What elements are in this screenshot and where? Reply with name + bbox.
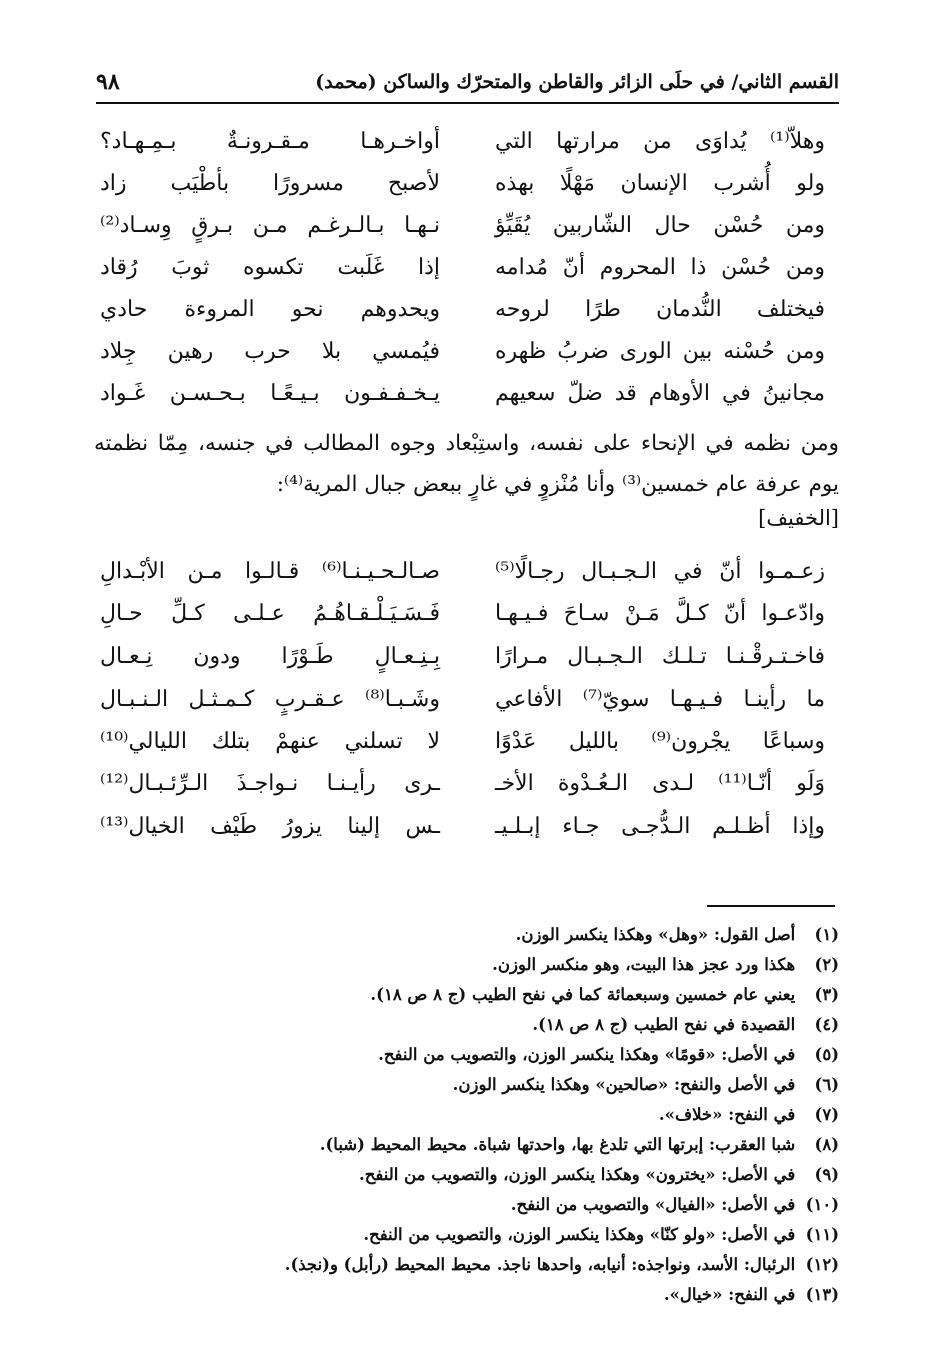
footnote-number: (١) xyxy=(814,925,839,944)
meter-label: [الخفيف] xyxy=(758,506,839,530)
verse-first-hemistich: ومن حُسْن ذا المحروم أنّ مُدامه xyxy=(495,255,825,280)
poem1-verse xyxy=(0,247,935,289)
footnote xyxy=(79,920,839,950)
footnote xyxy=(79,1160,839,1190)
verse-first-hemistich: وسباعًا يجْرون⁽⁹⁾ بالليل عَدْوًا xyxy=(495,729,825,754)
footnote-text: القصيدة في نفح الطيب (ج ٨ ص ١٨). xyxy=(532,1015,796,1034)
footnote xyxy=(79,1070,839,1100)
poem1-verse xyxy=(0,163,935,205)
footnote-number: (١٢) xyxy=(805,1255,839,1274)
page-number: ٩٨ xyxy=(96,69,120,95)
footnote xyxy=(79,1100,839,1130)
poem1-verse xyxy=(0,121,935,163)
footnote-text: يعني عام خمسين وسبعمائة كما في نفح الطيب (ج ٨ ص ١٨). xyxy=(370,985,796,1004)
verse-first-hemistich: ما رأينـا فـيـهـا سويّ⁽⁷⁾ الأفاعي xyxy=(495,687,825,712)
footnote xyxy=(79,1220,839,1250)
footnote-number: (٩) xyxy=(814,1165,839,1184)
poem1-verse xyxy=(0,205,935,247)
verse-second-hemistich: لأصبح مسرورًا بأطْيَب زاد xyxy=(100,171,440,196)
footnote-text: في الأصل: «يخترون» وهكذا ينكسر الوزن، والتصويب من النفح. xyxy=(359,1165,796,1184)
footnote-number: (٧) xyxy=(814,1105,839,1124)
footnote xyxy=(79,1250,839,1280)
footnote xyxy=(79,1130,839,1160)
footnote-text: في الأصل والنفح: «صالحين» وهكذا ينكسر الوزن. xyxy=(452,1075,796,1094)
footnote-number: (٣) xyxy=(814,985,839,1004)
footnote-text: في النفح: «خيال». xyxy=(663,1285,796,1304)
poem2-verse xyxy=(0,551,935,593)
page-header xyxy=(96,62,839,104)
verse-second-hemistich: بِـنِـعـالٍ طَـوْرًا ودون نِـعـال xyxy=(100,644,440,669)
verse-second-hemistich: ويحدوهم نحو المروءة حادي xyxy=(100,297,440,322)
verse-first-hemistich: زعـمـوا أنّ في الـجـبـال رجـالًا⁽⁵⁾ xyxy=(495,559,825,584)
verse-first-hemistich: ومن حُسْن حال الشّاربين يُقَيِّؤ xyxy=(495,213,825,238)
verse-first-hemistich: فاخـتـرقْـنـا تـلـك الـجـبـال مـرارًا xyxy=(495,644,825,669)
verse-second-hemistich: صـالـحـيـنـا⁽⁶⁾ قـالـوا مـن الأبْـدالِ xyxy=(100,559,440,584)
footnote-text: في الأصل: «قومًا» وهكذا ينكسر الوزن، والتصويب من النفح. xyxy=(378,1045,796,1064)
poem1-verse xyxy=(0,289,935,331)
verse-second-hemistich: أواخـرهـا مـقـرونـةٌ بـمِـهـاد؟ xyxy=(100,129,440,154)
poem1-verse xyxy=(0,331,935,373)
running-title: القسم الثاني/ في حلَى الزائر والقاطن والمتحرّك والساكن (محمد) xyxy=(315,71,839,93)
footnote-separator xyxy=(707,905,835,907)
footnote-number: (٥) xyxy=(814,1045,839,1064)
footnote-number: (٤) xyxy=(814,1015,839,1034)
poem2-verse xyxy=(0,679,935,721)
poem1-verse xyxy=(0,373,935,415)
verse-second-hemistich: وشَـبـا⁽⁸⁾ عـقـربٍ كـمـثـل الـنـبـال xyxy=(100,687,440,712)
verse-second-hemistich: فَـسَـيَـلْـقـاهُـمُ عـلـى كـلِّ حـالِ xyxy=(100,601,440,626)
verse-second-hemistich: ـس إلينا يزورُ طَيْف الخيال⁽¹³⁾ xyxy=(100,814,440,839)
prose-paragraph: ومن نظمه في الإنحاء على نفسه، واستِبْعاد وجوه المطالب في جنسه، مِمّا نظمته يوم عرفة عام خمسين⁽³⁾ وأنا مُنْزوٍ في غارٍ ببعض جبال المرية⁽⁴⁾: xyxy=(94,431,839,497)
footnote-text: في الأصل: «ولو كنّا» وهكذا ينكسر الوزن، والتصويب من النفح. xyxy=(363,1225,796,1244)
footnote xyxy=(79,950,839,980)
footnote-text: شبا العقرب: إبرتها التي تلدغ بها، واحدتها شباة. محيط المحيط (شبا). xyxy=(319,1135,796,1154)
verse-first-hemistich: ولو أُشرب الإنسان مَهْلًا بهذه xyxy=(495,171,825,196)
verse-second-hemistich: ـرى رأيـنـا نـواجـذَ الـرِّئـبـال⁽¹²⁾ xyxy=(100,771,440,796)
footnote-number: (٨) xyxy=(814,1135,839,1154)
footnote-number: (٢) xyxy=(814,955,839,974)
verse-first-hemistich: مجانينُ في الأوهام قد ضلّ سعيهم xyxy=(495,381,825,406)
footnote-number: (١٣) xyxy=(805,1285,839,1304)
poem2-verse xyxy=(0,593,935,635)
poem2-verse xyxy=(0,636,935,678)
verse-second-hemistich: يـخـفـفـون بـيـعًـا بـحـسـن غَـواد xyxy=(100,381,440,406)
verse-second-hemistich: نـهـا بـالـرغـم مـن بـرقٍ وِسـاد⁽²⁾ xyxy=(100,213,440,238)
footnote-text: في الأصل: «الفيال» والتصويب من النفح. xyxy=(510,1195,796,1214)
verse-first-hemistich: وَلَو أنّـا⁽¹¹⁾ لـدى الـعُـدْوة الأخـ xyxy=(495,771,825,796)
footnote-text: الرئبال: الأسد، ونواجذه: أنيابه، واحدها ناجذ. محيط المحيط (رأبل) و(نجذ). xyxy=(284,1255,796,1274)
verse-second-hemistich: إذا غَلَبت تكسوه ثوبَ رُقاد xyxy=(100,255,440,280)
footnote xyxy=(79,980,839,1010)
footnote xyxy=(79,1190,839,1220)
verse-first-hemistich: وإذا أظـلـم الـدُّجـى جـاء إبـلـيـ xyxy=(495,814,825,839)
poem2-verse xyxy=(0,763,935,805)
poem2-verse xyxy=(0,806,935,848)
verse-first-hemistich: وادّعـوا أنّ كـلَّ مَـنْ سـاحَ فـيـهـا xyxy=(495,601,825,626)
footnote-number: (٦) xyxy=(814,1075,839,1094)
footnotes xyxy=(79,920,839,1310)
verse-first-hemistich: وهلاّ⁽¹⁾ يُداوَى من مرارتها التي xyxy=(495,129,825,154)
footnote-text: في النفح: «خلاف». xyxy=(658,1105,796,1124)
verse-second-hemistich: لا تسلني عنهمْ بتلك الليالي⁽¹⁰⁾ xyxy=(100,729,440,754)
verse-second-hemistich: فيُمسي بلا حرب رهين جِلاد xyxy=(100,339,440,364)
verse-first-hemistich: ومن حُسْنه بين الورى ضربُ ظهره xyxy=(495,339,825,364)
footnote-number: (١١) xyxy=(805,1225,839,1244)
poem2-verse xyxy=(0,721,935,763)
footnote xyxy=(79,1010,839,1040)
footnote-text: أصل القول: «وهل» وهكذا ينكسر الوزن. xyxy=(515,925,796,944)
footnote-text: هكذا ورد عجز هذا البيت، وهو منكسر الوزن. xyxy=(492,955,796,974)
footnote-number: (١٠) xyxy=(805,1195,839,1214)
footnote xyxy=(79,1280,839,1310)
verse-first-hemistich: فيختلف النُّدمان طرًا لروحه xyxy=(495,297,825,322)
footnote xyxy=(79,1040,839,1070)
